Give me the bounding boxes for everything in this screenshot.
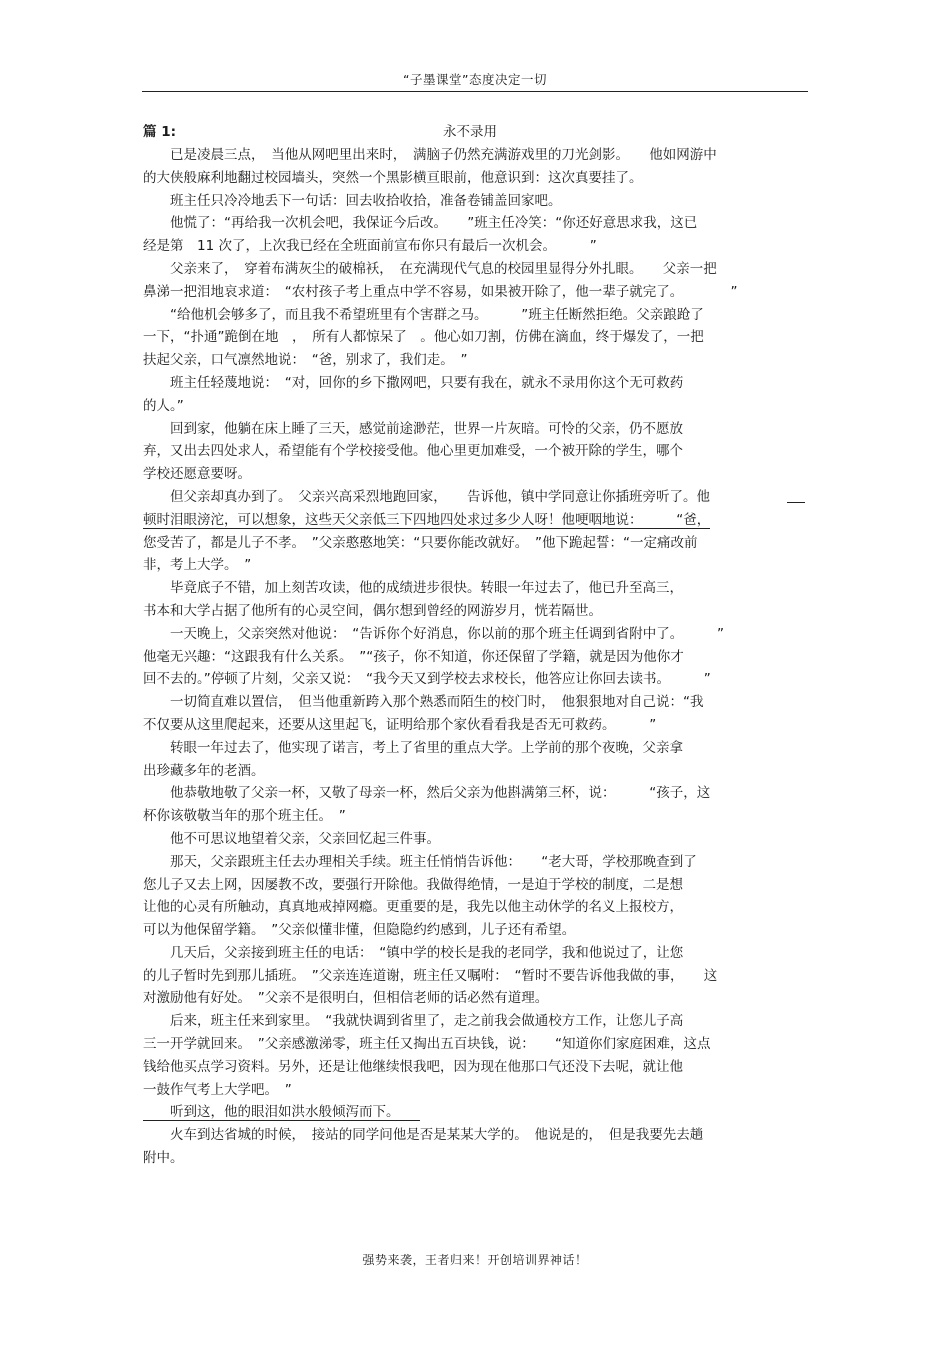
- text-line: 他恭敬地敬了父亲一杯，又敬了母亲一杯，然后父亲为他斟满第三杯，说： “孩子，这: [143, 785, 711, 802]
- text-line: 几天后，父亲接到班主任的电话： “镇中学的校长是我的老同学，我和他说过了，让您: [143, 944, 684, 961]
- text-line: 回到家，他躺在床上睡了三天，感觉前途渺茫，世界一片灰暗。可怜的父亲，仍不愿放: [143, 420, 683, 437]
- text-line: 回不去的。”停顿了片刻，父亲又说： “我今天又到学校去求校长，他答应让你回去读书。 ”: [143, 671, 711, 688]
- article-label: 篇 1:: [143, 124, 176, 140]
- article-body: [143, 144, 809, 1170]
- text-line: 钱给他买点学习资料。另外，还是让他继续恨我吧，因为现在他那口气还没下去呢，就让他: [143, 1058, 683, 1075]
- page-footer: 强势来袭，王者归来！开创培训界神话！: [362, 1253, 588, 1267]
- text-line: 班主任轻蔑地说： “对，回你的乡下撒网吧，只要有我在，就永不录用你这个无可救药: [143, 374, 684, 391]
- text-line: 您受苦了，都是儿子不孝。 ”父亲憨憨地笑：“只要你能改就好。 ”他下跪起誓：“一定痛改前: [143, 534, 698, 551]
- text-line: 班主任只冷冷地丢下一句话：回去收拾收拾，准备卷铺盖回家吧。: [143, 192, 562, 209]
- page-header: “子墨课堂”态度决定一切: [403, 72, 547, 87]
- text-line: 的大侠般麻利地翻过校园墙头，突然一个黑影横亘眼前，他意识到：这次真要挂了。: [143, 169, 643, 186]
- text-line: 对激励他有好处。 ”父亲不是很明白，但相信老师的话必然有道理。: [143, 990, 549, 1007]
- text-line-with-mark: [143, 486, 809, 509]
- text-line-underlined: [143, 1101, 809, 1124]
- text-line: 他毫无兴趣：“这跟我有什么关系。 ”“孩子，你不知道，你还保留了学籍，就是因为他你才: [143, 648, 684, 665]
- text-line: 火车到达省城的时候， 接站的同学问他是否是某某大学的。 他说是的， 但是我要先去趟: [143, 1127, 704, 1144]
- text-line: 一切简直难以置信， 但当他重新跨入那个熟悉而陌生的校门时， 他狠狠地对自己说：“我: [143, 694, 704, 711]
- text-line: 非，考上大学。 ”: [143, 557, 252, 574]
- text-line: 转眼一年过去了，他实现了诺言，考上了省里的重点大学。上学前的那个夜晚，父亲拿: [143, 739, 683, 756]
- article-title: 永不录用: [443, 124, 497, 140]
- text-line: 父亲来了， 穿着布满灰尘的破棉袄， 在充满现代气息的校园里显得分外扎眼。 父亲一把: [143, 260, 717, 277]
- underline-mark: [787, 490, 805, 503]
- text-line: 杯你该敬敬当年的那个班主任。 ”: [143, 808, 346, 825]
- text-line: 弃，又出去四处求人，希望能有个学校接受他。他心里更加难受，一个被开除的学生，哪个: [143, 443, 683, 460]
- underlined-text: 顿时泪眼滂沱，可以想象，这些天父亲低三下四地四处求过多少人呀！他哽咽地说： “爸，: [143, 511, 711, 528]
- text-line: 但父亲却真办到了。 父亲兴高采烈地跑回家， 告诉他，镇中学同意让你插班旁听了。他: [143, 488, 710, 505]
- text-line: 附中。: [143, 1150, 184, 1167]
- text-line: 一天晚上，父亲突然对他说： “告诉你个好消息，你以前的那个班主任调到省附中了。 ”: [143, 625, 724, 642]
- text-line-underlined: [143, 509, 809, 532]
- text-line: 扶起父亲，口气凛然地说： “爸，别求了，我们走。 ”: [143, 352, 468, 369]
- text-line: 可以为他保留学籍。 ”父亲似懂非懂，但隐隐约约感到，儿子还有希望。: [143, 922, 576, 939]
- text-line: 的儿子暂时先到那儿插班。 ”父亲连连道谢，班主任又嘱咐： “暂时不要告诉他我做的事， 这: [143, 967, 718, 984]
- header-divider: [142, 91, 808, 92]
- article-title-row: [143, 120, 809, 142]
- text-line: 后来，班主任来到家里。 “我就快调到省里了，走之前我会做通校方工作，让您儿子高: [143, 1013, 684, 1030]
- text-line: 学校还愿意要呀。: [143, 466, 251, 483]
- text-line: 一鼓作气考上大学吧。 ”: [143, 1081, 292, 1098]
- underlined-text: 听到这，他的眼泪如洪水般倾泻而下。: [143, 1104, 420, 1121]
- text-line: 已是凌晨三点， 当他从网吧里出来时， 满脑子仍然充满游戏里的刀光剑影。 他如网游中: [143, 147, 717, 163]
- text-line: 让他的心灵有所触动，真真地戒掉网瘾。更重要的是，我先以他主动休学的名义上报校方，: [143, 899, 683, 916]
- text-line: 一下，“扑通”跪倒在地 ， 所有人都惊呆了 。他心如刀割，仿佛在滴血，终于爆发了，一把: [143, 329, 704, 346]
- text-line: 不仅要从这里爬起来，还要从这里起飞，证明给那个家伙看看我是否无可救药。 ”: [143, 716, 657, 733]
- text-line: 您儿子又去上网，因屡教不改，要强行开除他。我做得绝情，一是迫于学校的制度，二是想: [143, 876, 683, 893]
- text-line: “给他机会够多了，而且我不希望班里有个害群之马。 ”班主任断然拒绝。父亲踉跄了: [143, 306, 704, 323]
- text-line: 经是第 11 次了，上次我已经在全班面前宣布你只有最后一次机会。 ”: [143, 238, 597, 255]
- text-line: 的人。”: [143, 397, 184, 414]
- text-line: 那天，父亲跟班主任去办理相关手续。班主任悄悄告诉他： “老大哥，学校那晚查到了: [143, 853, 697, 870]
- text-line: 三一开学就回来。 ”父亲感激涕零，班主任又掏出五百块钱，说： “知道你们家庭困难，这点: [143, 1036, 711, 1053]
- text-line: 鼻涕一把泪地哀求道： “农村孩子考上重点中学不容易，如果被开除了，他一辈子就完了。 ”: [143, 283, 738, 300]
- text-line: 他慌了：“再给我一次机会吧，我保证今后改。 ”班主任冷笑：“你还好意思求我，这已: [143, 215, 698, 232]
- text-line: 书本和大学占据了他所有的心灵空间，偶尔想到曾经的网游岁月，恍若隔世。: [143, 602, 602, 619]
- text-line: 他不可思议地望着父亲，父亲回忆起三件事。: [143, 830, 440, 847]
- text-line: 出珍藏多年的老酒。: [143, 762, 265, 779]
- text-line: 毕竟底子不错，加上刻苦攻读，他的成绩进步很快。转眼一年过去了，他已升至高三，: [143, 580, 683, 597]
